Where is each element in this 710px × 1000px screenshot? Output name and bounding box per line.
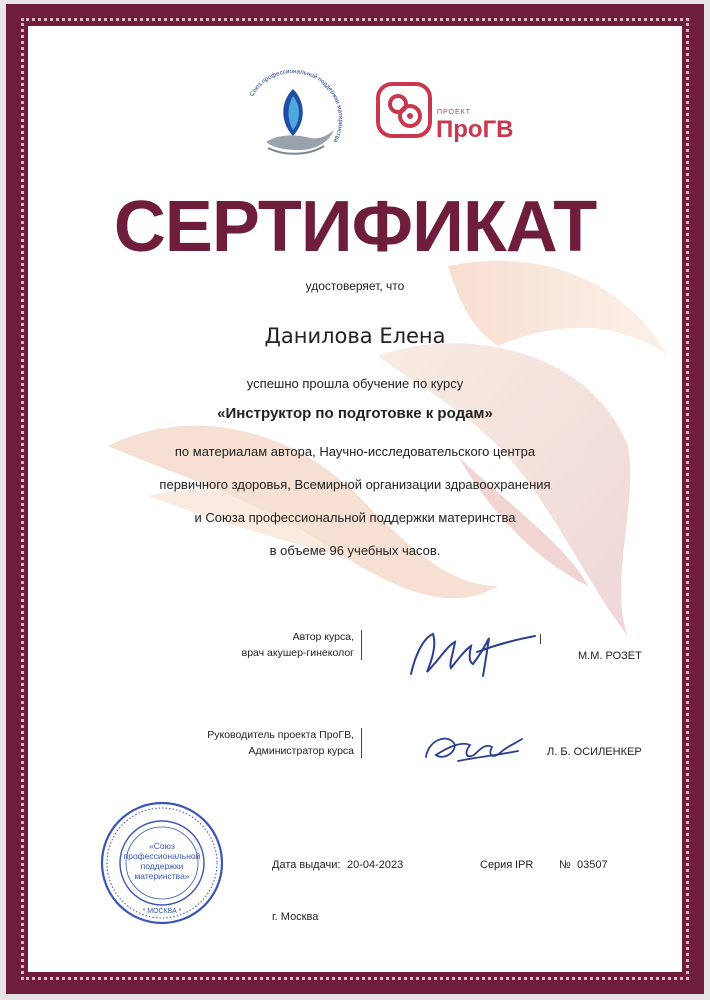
lead-label-line-2: Администратор курса (248, 745, 354, 757)
recipient-name: Данилова Елена (264, 324, 446, 348)
author-signature (403, 616, 543, 686)
project-caption: ПРОЕКТ (437, 109, 472, 116)
lead-label-line-1: Руководитель проекта ПроГВ, (207, 729, 354, 741)
certifies-text: удостоверяет, что (305, 279, 405, 293)
certificate-number: 03507 (577, 859, 608, 871)
certificate-paper (28, 26, 682, 972)
number-label: № (559, 859, 571, 871)
progv-logo-icon (376, 82, 432, 138)
issue-city: г. Москва (272, 911, 319, 923)
issue-date-value: 20-04-2023 (347, 859, 404, 871)
stamp-text-3: поддержки (140, 861, 184, 871)
stamp-text-2: профессиональной (123, 851, 201, 861)
author-label-line-1: Автор курса, (292, 631, 354, 643)
lead-name: Л. Б. ОСИЛЕНКЕР (547, 746, 642, 758)
lead-signature (418, 721, 528, 771)
series-value: IPR (515, 859, 534, 871)
lead-divider (361, 728, 362, 758)
issue-date-label: Дата выдачи: (272, 859, 341, 871)
certificate-frame (6, 4, 704, 994)
stamp-bottom-text: * МОСКВА * (142, 908, 182, 915)
stamp-text-1: «Союз (149, 841, 175, 851)
course-title: «Инструктор по подготовке к родам» (217, 405, 493, 422)
description-line-1: по материалам автора, Научно-исследовательского центра (174, 444, 536, 459)
author-label-line-2: врач акушер-гинеколог (241, 647, 354, 659)
union-logo (238, 64, 348, 174)
stamp-text-4: материнства» (134, 871, 190, 881)
certificate-title: СЕРТИФИКАТ (113, 187, 597, 267)
author-name: М.М. РОЗЕТ (578, 650, 642, 662)
project-name: ПроГВ (436, 116, 514, 143)
seal-stamp (98, 799, 226, 927)
description-line-4: в объеме 96 учебных часов. (269, 543, 441, 558)
lead-label (158, 727, 354, 759)
description-line-3: и Союза профессиональной поддержки материнства (194, 510, 516, 525)
author-label (158, 629, 354, 661)
success-text: успешно прошла обучение по курсу (246, 376, 464, 391)
author-mark (540, 634, 541, 644)
author-divider (361, 630, 362, 660)
description-line-2: первичного здоровья, Всемирной организации здравоохранения (159, 477, 551, 492)
union-logo-ring-text: Союз профессиональной поддержки материнства (248, 67, 345, 144)
series-label: Серия (480, 859, 513, 871)
